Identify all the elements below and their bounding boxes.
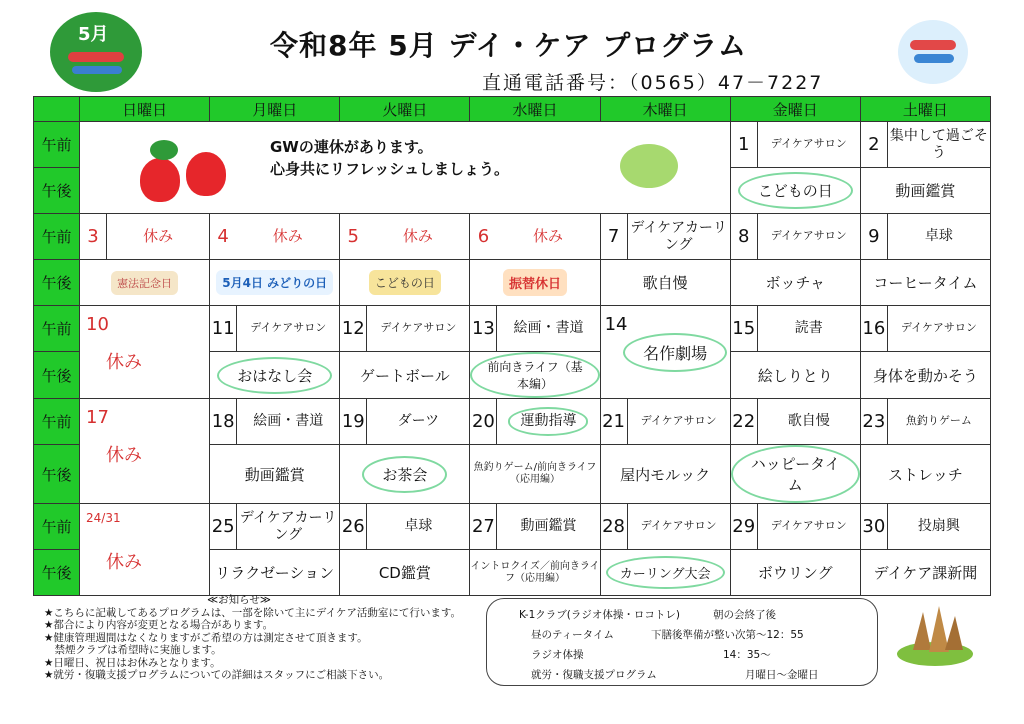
notice-item: 禁煙クラブは希望時に実施します。: [44, 644, 222, 656]
day-12-pm: ゲートボール: [340, 352, 470, 399]
event-label: デイケアサロン: [757, 214, 860, 259]
am-label: 午前: [34, 504, 80, 550]
day-3-am: [80, 214, 210, 260]
holiday-label: 休み: [106, 445, 142, 466]
day-6-pm: [470, 260, 600, 306]
day-13-pm: [470, 352, 600, 399]
day-19-am: [340, 399, 470, 445]
pm-label: 午後: [34, 550, 80, 596]
day-number: 26: [341, 516, 365, 537]
koinobori-icon: [72, 66, 122, 74]
event-label: ハッピータイム: [731, 445, 860, 503]
week2-am-row: [34, 214, 991, 260]
event-label: お茶会: [362, 456, 447, 493]
banner-line2: 心身共にリフレッシュしましょう。: [270, 160, 509, 178]
schedule-item-time: 朝の会終了後: [713, 609, 776, 621]
day-number: 12: [341, 318, 365, 339]
event-label: 読書: [757, 306, 860, 351]
pm-label: 午後: [34, 260, 80, 306]
day-18-am: [210, 399, 340, 445]
notice-item: ★こちらに記載してあるプログラムは、一部を除いて主にデイケア活動室にて行います。: [44, 606, 462, 619]
event-label: デイケアサロン: [757, 122, 860, 167]
day-3-pm: [80, 260, 210, 306]
event-label: デイケアサロン: [627, 504, 730, 549]
pm-label: 午後: [34, 168, 80, 214]
banner-line1: GWの連休があります。: [270, 138, 433, 156]
notice-item: ★就労・復職支援プログラムについての詳細はスタッフにご相談下さい。: [44, 669, 390, 681]
strawberry-icon: [140, 158, 180, 202]
week4-am-row: [34, 399, 991, 445]
event-label: ダーツ: [366, 399, 469, 444]
gw-banner: [80, 122, 731, 214]
day-9-am: [860, 214, 990, 260]
holiday-label: 休み: [106, 352, 142, 373]
weekday-tue: 火曜日: [340, 97, 470, 122]
day-10: [80, 306, 210, 399]
koinobori-icon: [914, 54, 954, 63]
day-25-pm: リラクゼーション: [210, 550, 340, 596]
event-label: デイケアサロン: [757, 504, 860, 549]
schedule-item-time: 下膳後準備が整い次第～12：55: [651, 629, 804, 641]
event-label: 集中して過ごそう: [887, 122, 990, 167]
phone-number: 直通電話番号：（0565）47－7227: [482, 72, 824, 94]
event-label: 運動指導: [508, 407, 588, 435]
holiday-label: 休み: [532, 226, 563, 245]
day-number: 9: [868, 226, 880, 247]
day-13-am: [470, 306, 600, 352]
event-label: 投扇興: [887, 504, 990, 549]
day-18-pm: 動画鑑賞: [210, 445, 340, 504]
am-label: 午前: [34, 306, 80, 352]
calendar-table: [33, 96, 991, 596]
day-21-pm: 屋内モルック: [600, 445, 730, 504]
day-1-am: [730, 122, 860, 168]
day-number: 15: [732, 318, 756, 339]
day-12-am: [340, 306, 470, 352]
day-number: 28: [602, 516, 626, 537]
holiday-sticker: こどもの日: [369, 270, 441, 295]
day-8-am: [730, 214, 860, 260]
day-6-am: [470, 214, 600, 260]
holiday-label: 休み: [106, 214, 209, 259]
weekday-wed: 水曜日: [470, 97, 600, 122]
day-27-pm: イントロクイズ／前向きライフ（応用編）: [470, 550, 600, 596]
event-label: 魚釣りゲーム: [887, 399, 990, 444]
day-26-am: [340, 504, 470, 550]
event-label: 卓球: [887, 214, 990, 259]
day-number: 11: [211, 318, 235, 339]
event-label: 絵画・書道: [496, 306, 599, 351]
notice-item: ★都合により内容が変更となる場合があります。: [44, 619, 274, 631]
bamboo-shoot-icon: [895, 598, 975, 670]
day-22-am: [730, 399, 860, 445]
notices-heading: ≪お知らせ≫: [207, 594, 271, 606]
page-title: 令和8年 5月 デイ・ケア プログラム: [270, 29, 747, 62]
day-5-pm: [340, 260, 470, 306]
day-8-pm: ボッチャ: [730, 260, 860, 306]
schedule-item-name: 就労・復職支援プログラム: [531, 669, 657, 681]
day-number: 20: [471, 411, 495, 432]
day-28-am: [600, 504, 730, 550]
day-number: 4: [217, 226, 229, 247]
holiday-label: 休み: [272, 226, 303, 245]
holiday-sticker: 憲法記念日: [111, 271, 178, 295]
day-28-pm: [600, 550, 730, 596]
day-7-pm: 歌自慢: [600, 260, 730, 306]
pm-label: 午後: [34, 445, 80, 504]
week5-am-row: [34, 504, 991, 550]
day-21-am: [600, 399, 730, 445]
schedule-item-name: K-1クラブ(ラジオ体操・ロコトレ): [519, 609, 680, 621]
day-number: 8: [737, 226, 750, 247]
day-2-am: [860, 122, 990, 168]
week1-am-row: [34, 122, 991, 168]
day-9-pm: コーヒータイム: [860, 260, 990, 306]
day-5-am: [340, 214, 470, 260]
day-19-pm: [340, 445, 470, 504]
daily-schedule: [486, 598, 878, 686]
day-27-am: [470, 504, 600, 550]
day-7-am: [600, 214, 730, 260]
event-label: デイケアカーリング: [236, 504, 339, 549]
notices: [44, 594, 484, 694]
event-label: デイケアサロン: [887, 306, 990, 351]
day-11-pm: [210, 352, 340, 399]
day-number: 17: [86, 407, 109, 428]
corner-cell: [34, 97, 80, 122]
weekday-mon: 月曜日: [210, 97, 340, 122]
day-number: 27: [471, 516, 495, 537]
am-label: 午前: [34, 399, 80, 445]
event-label: おはなし会: [217, 357, 332, 394]
day-number: 24/31: [86, 511, 121, 525]
event-label: 絵画・書道: [236, 399, 339, 444]
day-1-pm: [730, 168, 860, 214]
vegetables-icon: [620, 144, 678, 188]
day-30-pm: デイケア課新聞: [860, 550, 990, 596]
schedule-item-time: 月曜日～金曜日: [745, 669, 819, 681]
schedule-item-time: 14：35～: [723, 649, 771, 661]
day-number: 22: [732, 411, 756, 432]
day-number: 16: [862, 318, 886, 339]
day-30-am: [860, 504, 990, 550]
am-label: 午前: [34, 122, 80, 168]
event-label: 名作劇場: [623, 333, 727, 372]
event-label: 前向きライフ（基本編）: [470, 352, 599, 398]
event-label: 動画鑑賞: [496, 504, 599, 549]
day-number: 1: [737, 134, 750, 155]
holiday-label: 休み: [106, 552, 142, 573]
day-29-pm: ボウリング: [730, 550, 860, 596]
day-20-am: [470, 399, 600, 445]
month-badge-text: 5月: [78, 24, 109, 45]
day-number: 7: [607, 226, 620, 247]
day-25-am: [210, 504, 340, 550]
week3-am-row: [34, 306, 991, 352]
day-14: [600, 306, 730, 399]
pm-label: 午後: [34, 352, 80, 399]
holiday-label: 休み: [402, 226, 433, 245]
weekday-sat: 土曜日: [860, 97, 990, 122]
day-29-am: [730, 504, 860, 550]
day-16-am: [860, 306, 990, 352]
event-cell: [496, 399, 599, 444]
day-20-pm: 魚釣りゲーム/前向きライフ（応用編）: [470, 445, 600, 504]
event-label: デイケアサロン: [366, 306, 469, 351]
event-label: 卓球: [366, 504, 469, 549]
koinobori-illustration: [898, 20, 968, 84]
weekday-fri: 金曜日: [730, 97, 860, 122]
day-2-pm: 動画鑑賞: [860, 168, 990, 214]
day-number: 30: [862, 516, 886, 537]
month-badge: [50, 12, 142, 92]
week2-pm-row: [34, 260, 991, 306]
day-number: 13: [471, 318, 495, 339]
day-number: 10: [86, 314, 109, 335]
strawberry-icon: [186, 152, 226, 196]
calendar: [33, 96, 991, 587]
am-label: 午前: [34, 214, 80, 260]
holiday-sticker: 振替休日: [503, 269, 567, 296]
day-24-31: [80, 504, 210, 596]
weekday-thu: 木曜日: [600, 97, 730, 122]
day-number: 21: [602, 411, 626, 432]
day-23-am: [860, 399, 990, 445]
notice-item: ★日曜日、祝日はお休みとなります。: [44, 656, 221, 669]
day-17: [80, 399, 210, 504]
event-label: こどもの日: [738, 172, 853, 209]
day-16-pm: 身体を動かそう: [860, 352, 990, 399]
holiday-sticker: 5月4日 みどりの日: [216, 270, 333, 295]
day-15-am: [730, 306, 860, 352]
day-number: 18: [211, 411, 235, 432]
weekday-header-row: [34, 97, 991, 122]
day-11-am: [210, 306, 340, 352]
schedule-item-name: 昼のティータイム: [531, 629, 614, 641]
day-number: 23: [862, 411, 886, 432]
day-15-pm: 絵しりとり: [730, 352, 860, 399]
day-26-pm: CD鑑賞: [340, 550, 470, 596]
day-number: 25: [211, 516, 235, 537]
day-number: 29: [732, 516, 756, 537]
leaf-icon: [150, 140, 178, 160]
event-label: 歌自慢: [757, 399, 860, 444]
notice-item: ★健康管理週間はなくなりますがご希望の方は測定させて頂きます。: [44, 631, 368, 644]
koinobori-icon: [910, 40, 956, 50]
weekday-sun: 日曜日: [80, 97, 210, 122]
day-4-am: [210, 214, 340, 260]
event-label: デイケアサロン: [236, 306, 339, 351]
day-number: 2: [868, 134, 880, 155]
day-number: 5: [347, 226, 359, 247]
day-number: 19: [341, 411, 365, 432]
day-23-pm: ストレッチ: [860, 445, 990, 504]
day-number: 6: [477, 226, 490, 247]
event-label: デイケアサロン: [627, 399, 730, 444]
schedule-item-name: ラジオ体操: [531, 649, 584, 661]
day-22-pm: [730, 445, 860, 504]
day-4-pm: [210, 260, 340, 306]
day-number: 3: [87, 226, 99, 247]
day-number: 14: [604, 314, 628, 335]
event-label: カーリング大会: [606, 556, 725, 589]
koinobori-icon: [68, 52, 124, 62]
event-label: デイケアカーリング: [627, 214, 730, 259]
